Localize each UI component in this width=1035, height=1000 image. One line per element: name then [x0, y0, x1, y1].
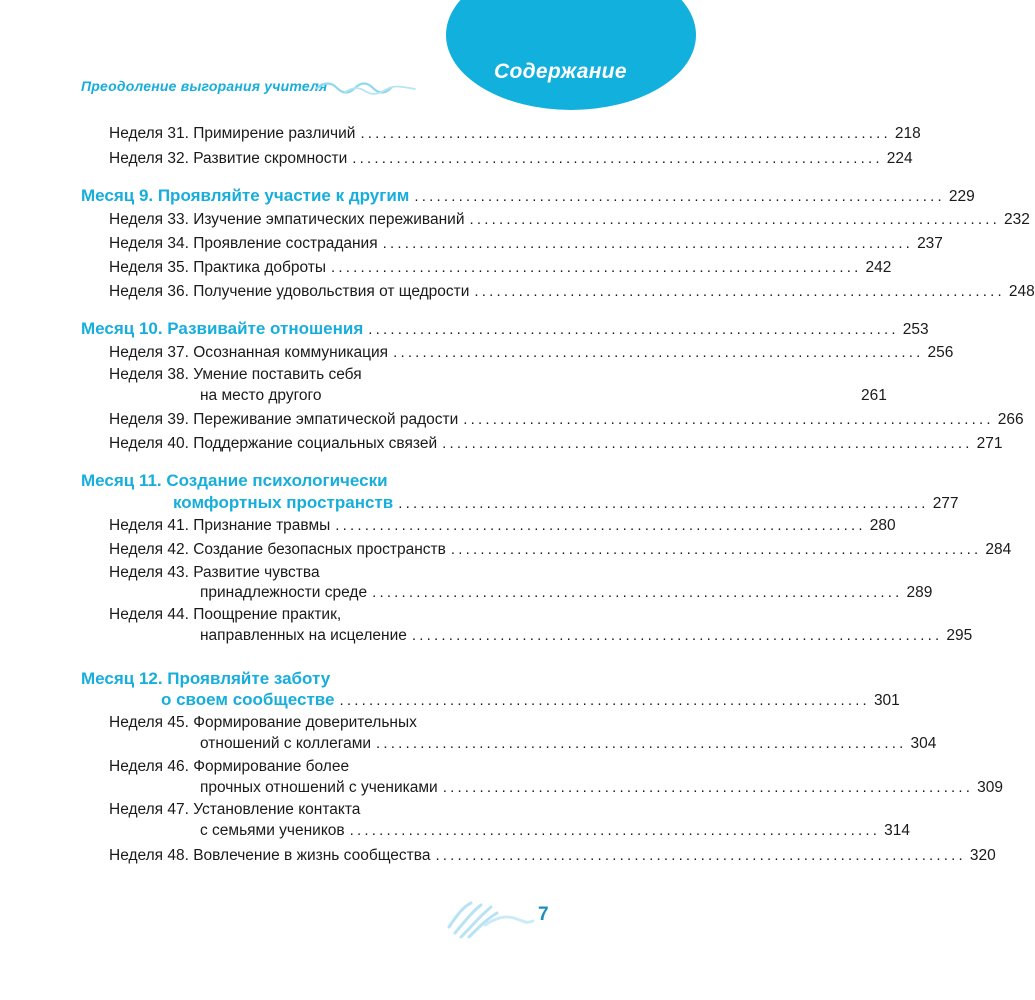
dot-leader: ........................................................................ — [349, 822, 881, 839]
running-head-book-title: Преодоление выгорания учителя — [81, 78, 328, 94]
wave-decoration-icon — [315, 78, 420, 98]
dot-leader: ........................................................................ — [393, 344, 924, 361]
dot-leader: ........................................................................ — [382, 235, 914, 252]
dot-leader: ........................................................................ — [463, 411, 994, 428]
toc-entry-page: 253 — [902, 321, 929, 338]
toc-entry-month-11-line1[interactable]: Месяц 11. Создание психологически — [81, 471, 388, 490]
toc-entry-page: 218 — [894, 125, 921, 142]
toc-entry-week-42[interactable] — [109, 541, 1012, 559]
dot-leader: ........................................................................ — [360, 125, 891, 142]
toc-entry-week-43[interactable] — [200, 584, 933, 602]
dot-leader: ........................................................................ — [411, 627, 943, 644]
dot-leader: ........................................................................ — [372, 584, 903, 601]
toc-entry-week-31[interactable] — [109, 125, 921, 143]
toc-entry-label: Неделя 48. Вовлечение в жизнь сообщества — [109, 847, 431, 864]
toc-entry-week-33[interactable] — [109, 211, 1030, 229]
toc-entry-page: 309 — [977, 779, 1004, 796]
page-number: 7 — [538, 904, 549, 925]
toc-entry-week-38[interactable] — [200, 387, 887, 405]
toc-entry-label: Неделя 31. Примирение различий — [109, 125, 356, 142]
toc-entry-page: 314 — [884, 822, 910, 839]
dot-leader: ........................................................................ — [398, 495, 929, 512]
toc-entry-page: 320 — [969, 847, 996, 864]
toc-entry-week-34[interactable] — [109, 235, 943, 253]
toc-entry-label: Неделя 36. Получение удовольствия от щедрости — [109, 283, 470, 300]
toc-entry-week-38-line1[interactable]: Неделя 38. Умение поставить себя — [109, 366, 362, 383]
toc-entry-month-12-line1[interactable]: Месяц 12. Проявляйте заботу — [81, 669, 331, 688]
toc-entry-page: 289 — [906, 584, 933, 601]
toc-entry-page: 284 — [985, 541, 1012, 558]
toc-entry-label: Неделя 37. Осознанная коммуникация — [109, 344, 389, 361]
toc-entry-week-39[interactable] — [109, 411, 1024, 429]
toc-entry-month-10[interactable] — [81, 319, 929, 339]
toc-entry-week-37[interactable] — [109, 344, 954, 362]
toc-entry-page: 304 — [910, 735, 937, 752]
toc-entry-week-44-line1[interactable]: Неделя 44. Поощрение практик, — [109, 606, 342, 623]
dot-leader: ........................................................................ — [335, 517, 866, 534]
toc-entry-page: 277 — [932, 495, 959, 512]
toc-entry-label: с семьями учеников — [200, 822, 345, 839]
toc-entry-week-47-line1[interactable]: Неделя 47. Установление контакта — [109, 801, 361, 818]
toc-entry-label: Месяц 10. Развивайте отношения — [81, 319, 364, 338]
dot-leader: ........................................................................ — [435, 847, 966, 864]
dot-leader: ........................................................................ — [368, 321, 899, 338]
toc-entry-week-40[interactable] — [109, 435, 1003, 453]
dot-leader: ........................................................................ — [414, 188, 945, 205]
toc-entry-week-35[interactable] — [109, 259, 892, 277]
toc-entry-month-12[interactable] — [161, 690, 900, 710]
toc-entry-week-44[interactable] — [200, 627, 973, 645]
toc-entry-week-32[interactable] — [109, 150, 913, 168]
toc-entry-page: 237 — [917, 235, 943, 252]
dot-leader: ........................................................................ — [442, 435, 973, 452]
toc-entry-page: 248 — [1008, 283, 1035, 300]
toc-entry-label: принадлежности среде — [200, 584, 368, 601]
toc-entry-page: 280 — [869, 517, 896, 534]
toc-entry-week-45-line1[interactable]: Неделя 45. Формирование доверительных — [109, 714, 417, 731]
toc-entry-label: Неделя 35. Практика доброты — [109, 259, 327, 276]
toc-entry-week-46-line1[interactable]: Неделя 46. Формирование более — [109, 758, 350, 775]
toc-entry-label: отношений с коллегами — [200, 735, 372, 752]
toc-entry-week-41[interactable] — [109, 517, 896, 535]
toc-entry-label: Неделя 40. Поддержание социальных связей — [109, 435, 438, 452]
toc-entry-label: Неделя 32. Развитие скромности — [109, 150, 348, 167]
toc-entry-week-45[interactable] — [200, 735, 937, 753]
dot-leader: ........................................................................ — [331, 259, 862, 276]
dot-leader: ........................................................................ — [474, 283, 1005, 300]
toc-entry-page: 301 — [873, 692, 900, 709]
toc-entry-label: Неделя 39. Переживание эмпатической радости — [109, 411, 459, 428]
toc-entry-page: 224 — [886, 150, 913, 167]
toc-entry-label: Неделя 42. Создание безопасных пространств — [109, 541, 446, 558]
section-tab-title: Содержание — [494, 60, 627, 83]
toc-entry-week-43-line1[interactable]: Неделя 43. Развитие чувства — [109, 564, 320, 581]
toc-entry-week-46[interactable] — [200, 779, 1004, 797]
toc-entry-label: направленных на исцеление — [200, 627, 407, 644]
toc-entry-week-48[interactable] — [109, 847, 996, 865]
toc-entry-page: 261 — [860, 387, 887, 404]
toc-entry-label: прочных отношений с учениками — [200, 779, 438, 796]
dot-leader: ........................................................................ — [339, 692, 870, 709]
dot-leader: ........................................................................ — [450, 541, 982, 558]
dot-leader: ........................................................................ — [442, 779, 974, 796]
toc-entry-month-9[interactable] — [81, 186, 975, 206]
toc-entry-page: 242 — [865, 259, 892, 276]
toc-entry-label: комфортных пространств — [173, 493, 394, 512]
footer-wave-decoration-icon — [445, 893, 535, 943]
dot-leader: ........................................................................ — [376, 735, 907, 752]
toc-entry-label: на место другого — [200, 387, 322, 404]
toc-entry-label: Месяц 9. Проявляйте участие к другим — [81, 186, 410, 205]
toc-entry-page: 295 — [946, 627, 973, 644]
dot-leader: ........................................................................ — [352, 150, 883, 167]
toc-entry-page: 266 — [997, 411, 1024, 428]
toc-entry-page: 232 — [1003, 211, 1030, 228]
toc-entry-week-47[interactable] — [200, 822, 910, 840]
dot-leader: ........................................................................ — [469, 211, 1000, 228]
toc-entry-page: 271 — [976, 435, 1003, 452]
toc-entry-label: Неделя 33. Изучение эмпатических переживаний — [109, 211, 465, 228]
toc-entry-page: 229 — [948, 188, 975, 205]
header-blob — [446, 0, 696, 110]
toc-entry-label: Неделя 41. Признание травмы — [109, 517, 331, 534]
toc-entry-month-11[interactable] — [173, 493, 959, 513]
toc-entry-week-36[interactable] — [109, 283, 1035, 301]
toc-entry-label: Неделя 34. Проявление сострадания — [109, 235, 378, 252]
toc-entry-label: о своем сообществе — [161, 690, 335, 709]
toc-entry-page: 256 — [927, 344, 954, 361]
